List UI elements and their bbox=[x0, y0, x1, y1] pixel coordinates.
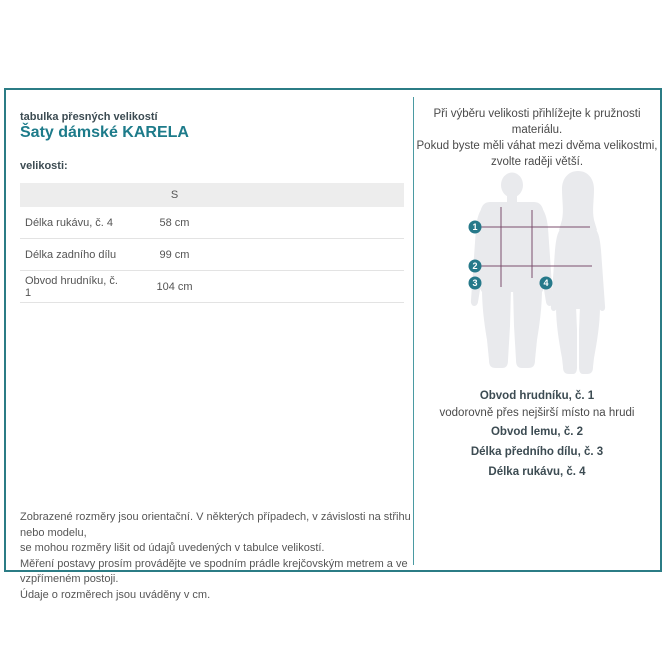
legend-item-description: vodorovně přes nejširší místo na hrudi bbox=[439, 407, 635, 419]
marker-1-badge bbox=[469, 221, 482, 234]
measurement-label: Délka rukávu, č. 4 bbox=[20, 207, 121, 239]
advice-line: Při výběru velikosti přihlížejte k pružnosti materiálu. bbox=[433, 108, 641, 136]
female-silhouette-icon bbox=[551, 171, 605, 374]
measurement-legend bbox=[414, 390, 660, 479]
legend-item: Obvod hrudníku, č. 1 bbox=[479, 390, 595, 402]
measurement-value: 104 cm bbox=[121, 271, 228, 303]
body-measurement-diagram bbox=[415, 160, 660, 390]
table-row bbox=[20, 239, 404, 271]
svg-text:1: 1 bbox=[472, 222, 478, 233]
table-row bbox=[20, 271, 404, 303]
marker-4-badge bbox=[540, 277, 553, 290]
legend-item: Obvod lemu, č. 2 bbox=[490, 426, 584, 438]
svg-text:3: 3 bbox=[472, 278, 478, 289]
legend-item: Délka předního dílu, č. 3 bbox=[470, 446, 604, 458]
table-eyebrow-label: tabulka přesných velikostí bbox=[20, 111, 158, 123]
svg-text:2: 2 bbox=[472, 261, 478, 272]
measurement-value: 58 cm bbox=[121, 207, 228, 239]
footnote-line: Zobrazené rozměry jsou orientační. V některých případech, v závislosti na střihu nebo modelu, bbox=[20, 511, 411, 539]
male-silhouette-icon bbox=[471, 173, 553, 369]
empty-header-cell bbox=[228, 183, 404, 207]
marker-2-badge bbox=[469, 260, 482, 273]
footnote-line: Měření postavy prosím provádějte ve spodním prádle krejčovským metrem a ve vzpřímeném postoji. bbox=[20, 557, 408, 585]
size-table-header-row bbox=[20, 183, 404, 207]
measurement-value: 99 cm bbox=[121, 239, 228, 271]
footnote-line: Údaje o rozměrech jsou uváděny v cm. bbox=[20, 588, 211, 601]
footnote-line: se mohou rozměry lišit od údajů uvedených v tabulce velikostí. bbox=[20, 542, 325, 554]
size-table bbox=[20, 183, 404, 303]
legend-item: Délka rukávu, č. 4 bbox=[488, 466, 586, 478]
product-title: Šaty dámské KARELA bbox=[20, 124, 189, 141]
svg-text:4: 4 bbox=[543, 278, 549, 289]
advice-line: zvolte raději větší. bbox=[490, 156, 584, 168]
marker-3-badge bbox=[469, 277, 482, 290]
measurement-label: Obvod hrudníku, č. 1 bbox=[20, 271, 121, 303]
table-row bbox=[20, 207, 404, 239]
advice-line: Pokud byste měli váhat mezi dvěma velikostmi, bbox=[416, 140, 658, 152]
size-chart-panel bbox=[4, 88, 662, 601]
footnote-text bbox=[20, 510, 412, 603]
measurement-label: Délka zadního dílu bbox=[20, 239, 121, 271]
size-column-header: S bbox=[121, 183, 228, 207]
sizes-label: velikosti: bbox=[20, 160, 68, 172]
empty-header-cell bbox=[20, 183, 121, 207]
